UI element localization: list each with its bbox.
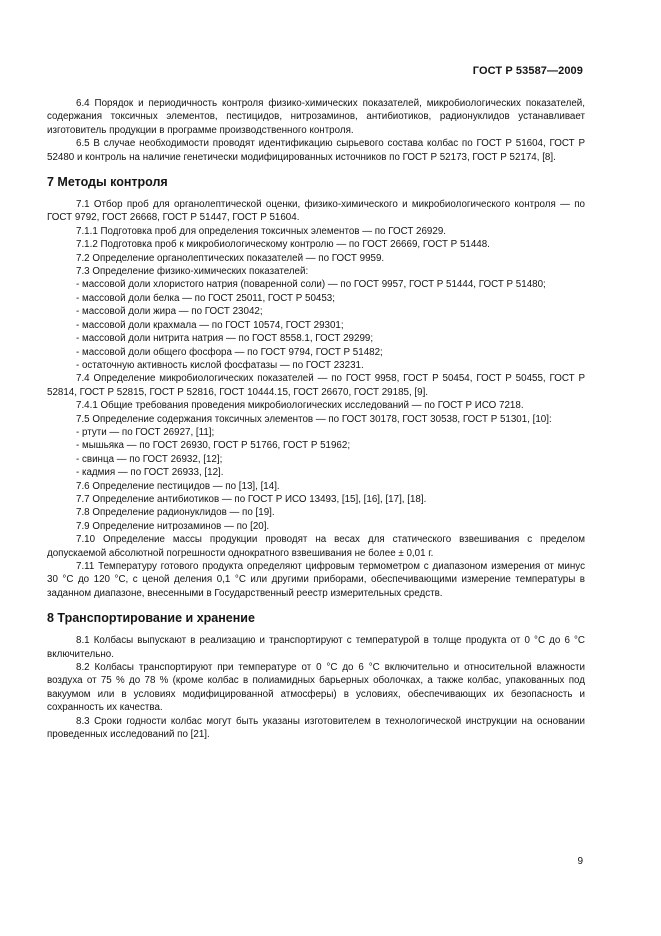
clause-6-continuation (47, 97, 585, 164)
paragraph-7-3: 7.3 Определение физико-химических показателей: (76, 266, 309, 278)
paragraph-6-4: 6.4 Порядок и периодичность контроля физико-химических показателей, микробиологических показателей, содержания токсичных элементов, пестицидов, нитрозаминов, антибиотиков, радионуклидов устанавливает изготовитель продукции в программе производственного контроля. (47, 98, 585, 136)
paragraph-7-2: 7.2 Определение органолептических показателей — по ГОСТ 9959. (76, 252, 385, 264)
list-item-phosphatase: - остаточную активность кислой фосфатазы — по ГОСТ 23231. (76, 359, 364, 371)
paragraph-7-8: 7.8 Определение радионуклидов — по [19]. (76, 507, 275, 519)
paragraph-7-6: 7.6 Определение пестицидов — по [13], [14]. (76, 480, 280, 492)
list-item-cadmium: - кадмия — по ГОСТ 26933, [12]. (76, 467, 224, 479)
paragraph-7-9: 7.9 Определение нитрозаминов — по [20]. (76, 520, 270, 532)
paragraph-7-10: 7.10 Определение массы продукции проводят на весах для статического взвешивания с пределом допускаемой абсолютной погрешности однократного взвешивания не более ± 0,01 г. (47, 534, 585, 559)
list-item-sodium-nitrite: - массовой доли нитрита натрия — по ГОСТ 8558.1, ГОСТ 29299; (76, 333, 374, 345)
list-item-lead: - свинца — по ГОСТ 26932, [12]; (76, 453, 223, 465)
page-content (47, 97, 585, 741)
paragraph-7-4: 7.4 Определение микробиологических показателей — по ГОСТ 9958, ГОСТ Р 50454, ГОСТ Р 50455, ГОСТ Р 52814, ГОСТ Р 52815, ГОСТ Р 52816, ГОСТ 10444.15, ГОСТ 26670, ГОСТ 29185, [9]. (47, 373, 585, 398)
list-item-arsenic: - мышьяка — по ГОСТ 26930, ГОСТ Р 51766, ГОСТ Р 51962; (76, 440, 351, 452)
list-item-sodium-chloride: - массовой доли хлористого натрия (поваренной соли) — по ГОСТ 9957, ГОСТ Р 51444, ГОСТ Р 51480; (76, 279, 546, 291)
paragraph-7-11: 7.11 Температуру готового продукта определяют цифровым термометром с диапазоном измерения от минус 30 °С до 120 °С, с ценой деления 0,1 °С или другими приборами, обеспечивающими измерение температуры в заданном диапазоне, внесенными в Государственный реестр измерительных средств. (47, 561, 585, 599)
list-item-phosphorus: - массовой доли общего фосфора — по ГОСТ 9794, ГОСТ Р 51482; (76, 346, 383, 358)
paragraph-8-2: 8.2 Колбасы транспортируют при температуре от 0 °С до 6 °С включительно и относительной влажности воздуха от 75 % до 78 % (кроме колбас в полиамидных барьерных оболочках, а также колбас, упакованных под вакуумом или в условиях модифицированной атмосферы) в условиях, обеспечивающих их безопасность и сохранность их качества. (47, 662, 585, 714)
list-item-starch: - массовой доли крахмала — по ГОСТ 10574, ГОСТ 29301; (76, 319, 344, 331)
section-7-title: 7 Методы контроля (47, 175, 168, 190)
paragraph-8-1: 8.1 Колбасы выпускают в реализацию и транспортируют с температурой в толще продукта от 0 °С до 6 °С включительно. (47, 635, 585, 660)
page-number: 9 (577, 856, 583, 867)
paragraph-7-5: 7.5 Определение содержания токсичных элементов — по ГОСТ 30178, ГОСТ 30538, ГОСТ Р 51301, [10]: (76, 413, 552, 425)
section-7-body (47, 198, 585, 600)
section-8-body (47, 634, 585, 741)
list-item-mercury: - ртути — по ГОСТ 26927, [11]; (76, 426, 215, 438)
paragraph-7-1: 7.1 Отбор проб для органолептической оценки, физико-химического и микробиологического контроля — по ГОСТ 9792, ГОСТ 26668, ГОСТ Р 51447, ГОСТ Р 51604. (47, 199, 585, 224)
paragraph-7-4-1: 7.4.1 Общие требования проведения микробиологических исследований — по ГОСТ Р ИСО 7218. (76, 400, 524, 412)
list-item-protein: - массовой доли белка — по ГОСТ 25011, ГОСТ Р 50453; (76, 292, 335, 304)
paragraph-7-1-1: 7.1.1 Подготовка проб для определения токсичных элементов — по ГОСТ 26929. (76, 225, 446, 237)
paragraph-6-5: 6.5 В случае необходимости проводят идентификацию сырьевого состава колбас по ГОСТ Р 51604, ГОСТ Р 52480 и контроль на наличие генетически модифицированных источников по ГОСТ Р 52173, ГОСТ Р 52174, [8]. (47, 138, 585, 163)
paragraph-8-3: 8.3 Сроки годности колбас могут быть указаны изготовителем в технологической инструкции на основании проведенных исследований по [21]. (47, 715, 585, 741)
list-item-fat: - массовой доли жира — по ГОСТ 23042; (76, 306, 263, 318)
document-code-header: ГОСТ Р 53587—2009 (472, 65, 583, 77)
section-8-title: 8 Транспортирование и хранение (47, 611, 255, 626)
paragraph-7-1-2: 7.1.2 Подготовка проб к микробиологическому контролю — по ГОСТ 26669, ГОСТ Р 51448. (76, 239, 490, 251)
paragraph-7-7: 7.7 Определение антибиотиков — по ГОСТ Р ИСО 13493, [15], [16], [17], [18]. (76, 493, 427, 505)
